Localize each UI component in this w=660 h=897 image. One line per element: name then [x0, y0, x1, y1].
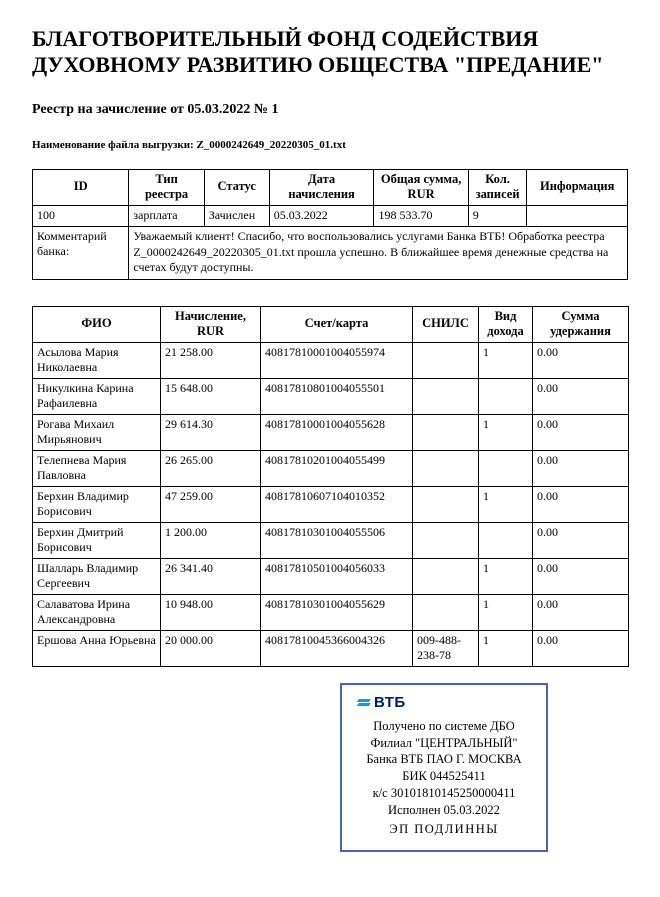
payment-amount: 20 000.00 [161, 630, 261, 666]
col-header-id: ID [33, 169, 129, 205]
payment-withholding: 0.00 [533, 630, 629, 666]
stamp-line-signature-valid: ЭП ПОДЛИННЫ [389, 821, 499, 836]
payment-withholding: 0.00 [533, 414, 629, 450]
payment-amount: 21 258.00 [161, 342, 261, 378]
payment-income-type: 1 [479, 486, 533, 522]
payment-withholding: 0.00 [533, 486, 629, 522]
col-header-accrual-date: Дата начисления [269, 169, 374, 205]
bank-comment-text: Уважаемый клиент! Спасибо, что воспользовались услугами Банка ВТБ! Обработка реестра Z_0000242649_20220305_01.txt прошла успешно. В ближайшее время денежные средства на счетах будут доступны. [129, 226, 628, 279]
payment-account: 40817810801004055501 [261, 378, 413, 414]
payment-income-type [479, 378, 533, 414]
payment-withholding: 0.00 [533, 594, 629, 630]
stamp-line-branch: Филиал "ЦЕНТРАЛЬНЫЙ" [370, 735, 518, 750]
page-title [32, 26, 628, 78]
vtb-stamp [340, 683, 548, 852]
col-header-fio: ФИО [33, 306, 161, 342]
payment-fio: Ершова Анна Юрьевна [33, 630, 161, 666]
payment-account: 40817810201004055499 [261, 450, 413, 486]
payment-snils: 009-488-238-78 [413, 630, 479, 666]
payment-income-type: 1 [479, 342, 533, 378]
payment-withholding: 0.00 [533, 342, 629, 378]
payment-snils [413, 450, 479, 486]
col-header-snils: СНИЛС [413, 306, 479, 342]
payment-fio: Асылова Мария Николаевна [33, 342, 161, 378]
payment-fio: Шалларь Владимир Сергеевич [33, 558, 161, 594]
payment-table-row [33, 522, 629, 558]
payment-table-row [33, 342, 629, 378]
export-file-name: Наименование файла выгрузки: Z_0000242649_20220305_01.txt [32, 138, 346, 151]
title-line-2: ДУХОВНОМУ РАЗВИТИЮ ОБЩЕСТВА "ПРЕДАНИЕ" [32, 51, 604, 77]
registry-type-value: зарплата [129, 205, 204, 226]
payments-table [32, 306, 629, 667]
payment-income-type: 1 [479, 414, 533, 450]
payment-snils [413, 558, 479, 594]
payment-account: 40817810501004056033 [261, 558, 413, 594]
payment-withholding: 0.00 [533, 522, 629, 558]
registry-data-row [33, 205, 628, 226]
payments-body [33, 342, 629, 666]
payment-fio: Берхин Дмитрий Борисович [33, 522, 161, 558]
col-header-total-sum: Общая сумма, RUR [374, 169, 468, 205]
stamp-line-received: Получено по системе ДБО [373, 718, 515, 733]
payment-snils [413, 378, 479, 414]
payment-withholding: 0.00 [533, 378, 629, 414]
payment-withholding: 0.00 [533, 450, 629, 486]
payment-amount: 10 948.00 [161, 594, 261, 630]
payment-income-type [479, 450, 533, 486]
stamp-line-bank: Банка ВТБ ПАО Г. МОСКВА [366, 752, 522, 767]
vtb-logo [348, 694, 540, 711]
payment-account: 40817810301004055506 [261, 522, 413, 558]
payment-fio: Берхин Владимир Борисович [33, 486, 161, 522]
registry-date-value: 05.03.2022 [269, 205, 374, 226]
vtb-logo-icon [358, 697, 370, 708]
payment-amount: 26 265.00 [161, 450, 261, 486]
col-header-record-count: Кол. записей [468, 169, 527, 205]
col-header-status: Статус [204, 169, 269, 205]
registry-status-value: Зачислен [204, 205, 269, 226]
col-header-registry-type: Тип реестра [129, 169, 204, 205]
col-header-withholding-sum: Сумма удержания [533, 306, 629, 342]
col-header-accrual-rur: Начисление, RUR [161, 306, 261, 342]
payment-amount: 15 648.00 [161, 378, 261, 414]
payment-fio: Никулкина Карина Рафаилевна [33, 378, 161, 414]
payment-table-row [33, 414, 629, 450]
payment-amount: 1 200.00 [161, 522, 261, 558]
registry-total-value: 198 533.70 [374, 205, 468, 226]
payment-account: 40817810001004055628 [261, 414, 413, 450]
payment-table-row [33, 486, 629, 522]
payment-table-row [33, 594, 629, 630]
payment-table-row [33, 450, 629, 486]
payment-account: 40817810001004055974 [261, 342, 413, 378]
payment-snils [413, 342, 479, 378]
stamp-line-corr-account: к/с 30101810145250000411 [372, 786, 516, 801]
payment-income-type: 1 [479, 558, 533, 594]
payment-account: 40817810045366004326 [261, 630, 413, 666]
registry-count-value: 9 [468, 205, 527, 226]
col-header-income-type: Вид дохода [479, 306, 533, 342]
stamp-line-bik: БИК 044525411 [402, 769, 486, 784]
payment-income-type [479, 522, 533, 558]
payment-snils [413, 522, 479, 558]
col-header-account-card: Счет/карта [261, 306, 413, 342]
registry-subtitle: Реестр на зачисление от 05.03.2022 № 1 [32, 101, 279, 117]
payment-amount: 29 614.30 [161, 414, 261, 450]
payment-income-type: 1 [479, 630, 533, 666]
payments-header-row [33, 306, 629, 342]
payment-fio: Телепнева Мария Павловна [33, 450, 161, 486]
stamp-line-executed: Исполнен 05.03.2022 [388, 803, 500, 818]
payment-account: 40817810607104010352 [261, 486, 413, 522]
vtb-logo-text: ВТБ [374, 693, 406, 711]
registry-table [32, 169, 628, 280]
payment-snils [413, 414, 479, 450]
payment-snils [413, 486, 479, 522]
payment-fio: Салаватова Ирина Александровна [33, 594, 161, 630]
payment-table-row [33, 378, 629, 414]
payment-table-row [33, 630, 629, 666]
bank-comment-row [33, 226, 628, 279]
registry-header-row [33, 169, 628, 205]
bank-comment-label: Комментарий банка: [33, 226, 129, 279]
payment-income-type: 1 [479, 594, 533, 630]
payment-snils [413, 594, 479, 630]
payment-fio: Рогава Михаил Мирьянович [33, 414, 161, 450]
registry-info-value [527, 205, 628, 226]
payment-account: 40817810301004055629 [261, 594, 413, 630]
registry-id-value: 100 [33, 205, 129, 226]
payment-withholding: 0.00 [533, 558, 629, 594]
payment-table-row [33, 558, 629, 594]
col-header-info: Информация [527, 169, 628, 205]
payment-amount: 26 341.40 [161, 558, 261, 594]
title-line-1: БЛАГОТВОРИТЕЛЬНЫЙ ФОНД СОДЕЙСТВИЯ [32, 26, 539, 51]
payment-amount: 47 259.00 [161, 486, 261, 522]
